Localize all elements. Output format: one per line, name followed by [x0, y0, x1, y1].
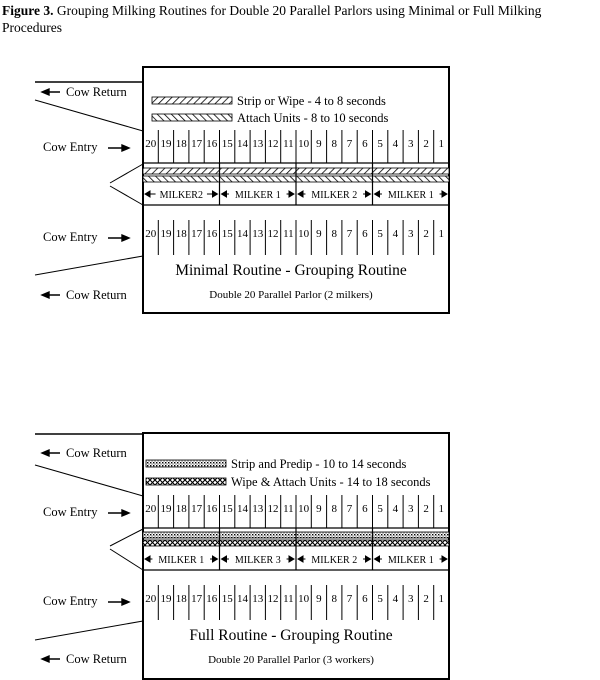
- milker-label: MILKER 1: [234, 190, 281, 201]
- legend-swatch-wipe-attach: [146, 478, 226, 485]
- routine-title: Full Routine - Grouping Routine: [189, 627, 393, 644]
- stall-number: 8: [331, 503, 338, 515]
- legend-swatch-predip: [146, 460, 226, 467]
- arrow-left-icon: [298, 191, 305, 197]
- arrow-left-icon: [375, 191, 382, 197]
- stall-number: 16: [206, 228, 218, 240]
- stall-number: 5: [377, 228, 383, 240]
- arrow-left-icon: [42, 89, 60, 95]
- stall-number: 6: [362, 503, 368, 515]
- stall-number: 4: [392, 138, 399, 150]
- stall-number: 4: [392, 503, 399, 515]
- diagram-minimal-routine: [35, 67, 449, 313]
- stall-number: 12: [267, 593, 279, 605]
- return-guide-line: [35, 256, 143, 275]
- stall-number: 19: [160, 503, 172, 515]
- stall-number: 7: [346, 138, 353, 150]
- stall-number: 17: [191, 228, 203, 240]
- stall-number: 16: [206, 138, 218, 150]
- stall-number: 5: [377, 593, 383, 605]
- stall-number: 11: [283, 228, 294, 240]
- stall-number: 1: [438, 593, 445, 605]
- stall-number: 19: [160, 593, 172, 605]
- return-guide-line: [35, 621, 143, 640]
- arrow-left-icon: [145, 191, 156, 197]
- stall-number: 10: [298, 228, 310, 240]
- legend-label-strip: Strip or Wipe - 4 to 8 seconds: [237, 94, 386, 108]
- cow-entry-label-bottom: Cow Entry: [43, 230, 98, 244]
- arrow-left-icon: [375, 556, 382, 562]
- arrow-right-icon: [363, 191, 370, 197]
- diagram-full-routine: [35, 433, 449, 679]
- stall-number: 18: [175, 593, 187, 605]
- stall-number: 13: [252, 503, 264, 515]
- stall-number: 3: [408, 503, 414, 515]
- stall-number: 13: [252, 138, 264, 150]
- arrow-left-icon: [298, 556, 305, 562]
- arrow-left-icon: [222, 191, 229, 197]
- stall-number: 20: [145, 138, 157, 150]
- stall-number: 11: [283, 138, 294, 150]
- stall-number: 9: [316, 228, 322, 240]
- milker-label: MILKER 2: [311, 190, 358, 201]
- stall-number: 10: [298, 138, 310, 150]
- cow-return-label-bottom: Cow Return: [66, 288, 127, 302]
- stall-number: 15: [221, 593, 233, 605]
- stall-number: 17: [191, 503, 203, 515]
- stall-number: 16: [206, 593, 218, 605]
- arrow-left-icon: [145, 556, 152, 562]
- milker-label: MILKER 1: [387, 555, 434, 566]
- routine-subtitle: Double 20 Parallel Parlor (2 milkers): [209, 289, 373, 301]
- stall-number: 5: [377, 138, 383, 150]
- stall-number: 10: [298, 503, 310, 515]
- milker-label: MILKER2: [159, 190, 203, 201]
- entry-guide-line: [110, 164, 143, 183]
- return-guide-line: [35, 465, 143, 496]
- caption-label: Figure 3.: [2, 3, 54, 18]
- stall-number: 18: [175, 503, 187, 515]
- stall-number: 2: [423, 503, 429, 515]
- stall-number: 14: [237, 593, 248, 605]
- stall-number: 18: [175, 138, 187, 150]
- stall-number: 17: [191, 593, 203, 605]
- stall-number: 3: [408, 593, 414, 605]
- stall-number: 1: [438, 228, 445, 240]
- stall-number: 20: [145, 593, 157, 605]
- arrow-right-icon: [108, 510, 129, 516]
- stall-number: 9: [316, 503, 322, 515]
- stall-row-bottom: [145, 220, 444, 255]
- stall-number: 3: [408, 138, 414, 150]
- stall-number: 9: [316, 138, 322, 150]
- stall-number: 19: [160, 138, 172, 150]
- arrow-right-icon: [207, 191, 218, 197]
- legend-label-predip: Strip and Predip - 10 to 14 seconds: [231, 457, 407, 471]
- stall-number: 2: [423, 138, 429, 150]
- arrow-right-icon: [440, 556, 447, 562]
- stall-number: 15: [221, 138, 233, 150]
- stall-number: 13: [252, 593, 264, 605]
- legend-label-attach: Attach Units - 8 to 10 seconds: [237, 111, 389, 125]
- stall-number: 18: [175, 228, 187, 240]
- stall-number: 11: [283, 593, 294, 605]
- arrow-left-icon: [42, 292, 60, 298]
- routine-subtitle: Double 20 Parallel Parlor (3 workers): [208, 654, 374, 666]
- arrow-left-icon: [222, 556, 229, 562]
- arrow-right-icon: [108, 599, 129, 605]
- stall-number: 12: [267, 228, 279, 240]
- milker-label: MILKER 2: [311, 555, 358, 566]
- entry-guide-line: [110, 529, 143, 546]
- arrow-right-icon: [440, 191, 447, 197]
- milker-label: MILKER 1: [387, 190, 434, 201]
- cow-entry-label-bottom: Cow Entry: [43, 594, 98, 608]
- arrow-right-icon: [287, 556, 294, 562]
- cow-return-label-bottom: Cow Return: [66, 652, 127, 666]
- cow-entry-label-top: Cow Entry: [43, 140, 98, 154]
- stall-number: 11: [283, 503, 294, 515]
- stall-number: 4: [392, 228, 399, 240]
- stall-number: 8: [331, 593, 338, 605]
- legend-swatch-strip: [152, 97, 232, 104]
- stall-number: 2: [423, 228, 429, 240]
- stall-number: 2: [423, 593, 429, 605]
- arrow-right-icon: [210, 556, 217, 562]
- caption-text: Grouping Milking Routines for Double 20 Parallel Parlors using Minimal or Full Milking Procedures: [2, 3, 542, 35]
- cow-entry-label-top: Cow Entry: [43, 505, 98, 519]
- stall-number: 7: [346, 593, 353, 605]
- milker-label: MILKER 1: [158, 555, 205, 566]
- cow-return-label-top: Cow Return: [66, 446, 127, 460]
- stall-number: 7: [346, 228, 353, 240]
- stall-number: 8: [331, 228, 338, 240]
- arrow-right-icon: [108, 145, 129, 151]
- stall-number: 17: [191, 138, 203, 150]
- stall-number: 6: [362, 138, 368, 150]
- stall-number: 14: [237, 138, 248, 150]
- stall-number: 4: [392, 593, 399, 605]
- stall-number: 3: [408, 228, 414, 240]
- stall-number: 20: [145, 503, 157, 515]
- stall-number: 12: [267, 138, 279, 150]
- stall-number: 12: [267, 503, 279, 515]
- stall-number: 20: [145, 228, 157, 240]
- stall-number: 8: [331, 138, 338, 150]
- return-guide-line: [35, 100, 143, 131]
- entry-guide-line-2: [110, 549, 143, 570]
- stall-number: 7: [346, 503, 353, 515]
- stall-number: 14: [237, 228, 248, 240]
- milker-label: MILKER 3: [234, 555, 281, 566]
- stall-row-top: [145, 495, 444, 528]
- arrow-right-icon: [108, 235, 129, 241]
- stall-row-bottom: [145, 585, 444, 620]
- stall-number: 16: [206, 503, 218, 515]
- stall-number: 5: [377, 503, 383, 515]
- stall-number: 1: [438, 503, 445, 515]
- stall-row-top: [145, 130, 444, 163]
- arrow-right-icon: [287, 191, 294, 197]
- legend-swatch-attach: [152, 114, 232, 121]
- stall-number: 6: [362, 593, 368, 605]
- stall-number: 19: [160, 228, 172, 240]
- stall-number: 6: [362, 228, 368, 240]
- arrow-left-icon: [42, 450, 60, 456]
- stall-number: 13: [252, 228, 264, 240]
- stall-number: 15: [221, 503, 233, 515]
- stall-number: 14: [237, 503, 248, 515]
- legend-label-wipe-attach: Wipe & Attach Units - 14 to 18 seconds: [231, 475, 431, 489]
- stall-number: 15: [221, 228, 233, 240]
- arrow-right-icon: [363, 556, 370, 562]
- arrow-left-icon: [42, 656, 60, 662]
- entry-guide-line-2: [110, 186, 143, 205]
- stall-number: 10: [298, 593, 310, 605]
- routine-title: Minimal Routine - Grouping Routine: [175, 262, 407, 279]
- stall-number: 9: [316, 593, 322, 605]
- stall-number: 1: [438, 138, 445, 150]
- cow-return-label-top: Cow Return: [66, 85, 127, 99]
